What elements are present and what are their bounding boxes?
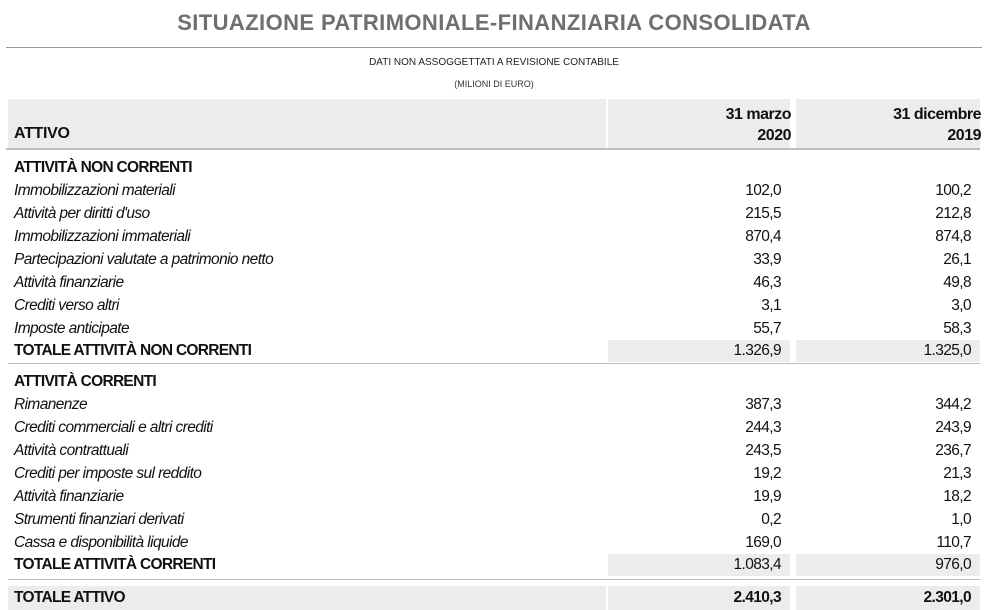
value-2020: 387,3 — [745, 396, 781, 413]
column-header-2019 — [801, 104, 981, 146]
value-2019: 236,7 — [935, 442, 971, 459]
section-divider — [8, 363, 980, 364]
value-2020: 243,5 — [745, 442, 781, 459]
section-heading-correnti — [0, 371, 988, 393]
value-2020: 0,2 — [761, 511, 781, 528]
row-label: Partecipazioni valutate a patrimonio netto — [14, 251, 274, 268]
value-2019: 243,9 — [935, 419, 971, 436]
section-heading-label: ATTIVITÀ NON CORRENTI — [14, 159, 192, 176]
column-header-2019-line2: 2019 — [947, 127, 981, 144]
value-2020: 215,5 — [745, 205, 781, 222]
section-heading-non-correnti — [0, 157, 988, 179]
row-label: Imposte anticipate — [14, 320, 129, 337]
value-2019: 110,7 — [936, 534, 971, 551]
total-row-non-correnti — [0, 340, 988, 362]
value-2020: 19,9 — [753, 488, 781, 505]
total-value-2019: 1.325,0 — [923, 342, 971, 359]
column-header-2019-line1: 31 dicembre — [893, 106, 981, 123]
total-value-2020: 1.083,4 — [733, 556, 781, 573]
row-label: Attività finanziarie — [14, 274, 124, 291]
value-2019: 874,8 — [935, 228, 971, 245]
table-row — [0, 295, 988, 317]
total-value-2019: 976,0 — [935, 556, 971, 573]
value-2019: 58,3 — [943, 320, 971, 337]
column-header-2020 — [611, 104, 791, 146]
value-2020: 870,4 — [745, 228, 781, 245]
title-divider — [6, 47, 982, 48]
table-row — [0, 226, 988, 248]
section-divider — [8, 579, 980, 580]
grand-total-value-2019: 2.301,0 — [923, 589, 971, 606]
column-header-2020-line2: 2020 — [757, 127, 791, 144]
value-2020: 33,9 — [753, 251, 781, 268]
table-row — [0, 440, 988, 462]
total-value-2020: 1.326,9 — [733, 342, 781, 359]
table-row — [0, 509, 988, 531]
value-2019: 3,0 — [951, 297, 971, 314]
value-2019: 212,8 — [935, 205, 971, 222]
column-header-2020-line1: 31 marzo — [725, 106, 791, 123]
grand-total-row — [0, 587, 988, 609]
value-2019: 100,2 — [935, 182, 971, 199]
page-title: SITUAZIONE PATRIMONIALE-FINANZIARIA CONSOLIDATA — [177, 10, 811, 35]
value-2020: 55,7 — [753, 320, 781, 337]
table-row — [0, 203, 988, 225]
table-row — [0, 318, 988, 340]
row-label: Attività finanziarie — [14, 488, 124, 505]
row-label: Rimanenze — [14, 396, 88, 413]
table-row — [0, 249, 988, 271]
table-row — [0, 532, 988, 554]
value-2020: 3,1 — [761, 297, 781, 314]
table-row — [0, 272, 988, 294]
row-label: Immobilizzazioni materiali — [14, 182, 175, 199]
value-2020: 102,0 — [745, 182, 781, 199]
unit-note: (MILIONI DI EURO) — [454, 79, 534, 89]
row-label: Immobilizzazioni immateriali — [14, 228, 191, 245]
value-2020: 169,0 — [745, 534, 781, 551]
row-label: Attività per diritti d'uso — [14, 205, 150, 222]
value-2019: 18,2 — [943, 488, 971, 505]
header-band-label — [8, 99, 606, 148]
value-2020: 46,3 — [753, 274, 781, 291]
audit-note: DATI NON ASSOGGETTATI A REVISIONE CONTABILE — [369, 57, 619, 68]
value-2019: 49,8 — [943, 274, 971, 291]
attivo-heading: ATTIVO — [14, 125, 70, 142]
header-divider — [6, 148, 980, 150]
table-row — [0, 417, 988, 439]
table-row — [0, 394, 988, 416]
row-label: Crediti verso altri — [14, 297, 119, 314]
value-2020: 19,2 — [753, 465, 781, 482]
table-row — [0, 180, 988, 202]
row-label: Crediti commerciali e altri crediti — [14, 419, 213, 436]
grand-total-value-2020: 2.410,3 — [733, 589, 781, 606]
value-2019: 344,2 — [935, 396, 971, 413]
grand-total-label: TOTALE ATTIVO — [14, 589, 125, 606]
value-2020: 244,3 — [745, 419, 781, 436]
table-row — [0, 486, 988, 508]
total-row-correnti — [0, 554, 988, 576]
total-label: TOTALE ATTIVITÀ CORRENTI — [14, 556, 216, 573]
row-label: Cassa e disponibilità liquide — [14, 534, 188, 551]
value-2019: 26,1 — [943, 251, 971, 268]
total-label: TOTALE ATTIVITÀ NON CORRENTI — [14, 342, 252, 359]
section-heading-label: ATTIVITÀ CORRENTI — [14, 373, 156, 390]
row-label: Strumenti finanziari derivati — [14, 511, 184, 528]
table-row — [0, 463, 988, 485]
row-label: Attività contrattuali — [14, 442, 129, 459]
value-2019: 21,3 — [943, 465, 971, 482]
value-2019: 1,0 — [951, 511, 971, 528]
row-label: Crediti per imposte sul reddito — [14, 465, 202, 482]
